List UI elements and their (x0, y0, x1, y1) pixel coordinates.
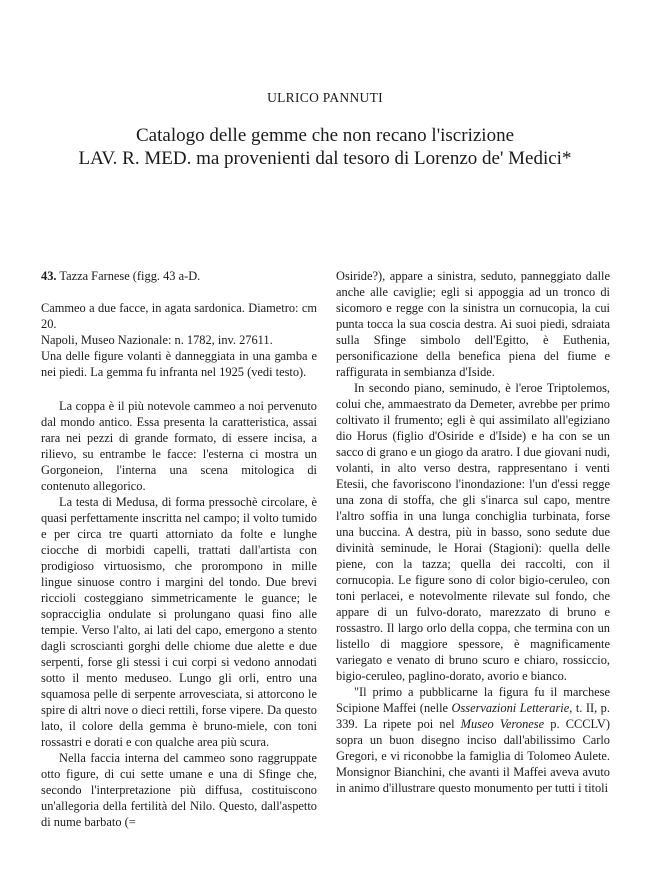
citation-text: "Il primo a pubblicarne la figura fu il marchese Scipione Maffei (nelle (336, 685, 610, 715)
citation-work-title: Osservazioni Letterarie (451, 701, 570, 715)
article-title (0, 124, 650, 170)
title-line-1: Catalogo delle gemme che non recano l'iscrizione (136, 125, 514, 146)
body-paragraph: Osiride?), appare a sinistra, seduto, panneggiato dalle anche alle caviglie; egli si appoggia ad un tronco di sicomoro e regge con la sinistra un cornucopia, la cui punta tocca la sua coscia destra. Ai suoi piedi, sdraiata sulla Sfinge simbolo dell'Egitto, è Euthenia, personificazione della benefica piena del fiume e raffigurata in sembianza d'Iside. (336, 269, 610, 379)
left-column (41, 268, 317, 830)
title-line-2: LAV. R. MED. ma provenienti dal tesoro di Lorenzo de' Medici* (78, 148, 572, 169)
entry-meta-location: Napoli, Museo Nazionale: n. 1782, inv. 27611. (41, 333, 273, 347)
citation-work-title: Museo Veronese (460, 717, 545, 731)
citation-text: p. CCCLV) sopra un buon disegno inciso dall'abilissimo Carlo Gregori, e vi riconobbe la famiglia di Tolomeo Aulete. Monsignor Bianchini, che avanti il Maffei aveva avuto in animo d'illustrare questo monumento per tutti i titoli (336, 717, 610, 795)
entry-number: 43. (41, 269, 57, 283)
author-name: ULRICO PANNUTI (267, 90, 383, 105)
entry-meta-material: Cammeo a due facce, in agata sardonica. Diametro: cm 20. (41, 301, 317, 331)
body-paragraph: In secondo piano, seminudo, è l'eroe Triptolemos, colui che, ammaestrato da Demeter, avrebbe per primo coltivato il frumento; egli è qui assimilato all'egiziano dio Horus (figlio d'Osiride e d'Iside) e ha con se un sacco di grano e un giogo da aratro. I due giovani nudi, volanti, in alto verso destra, rappresentano i venti Etesii, che favoriscono l'inondazione: l'un d'essi regge una zona di stoffa, che gli s'inarca sul capo, mentre l'altro soffia in una lunga conchiglia turbinata, forse una buccina. A destra, più in basso, sono sedute due divinità seminude, le Horai (Stagioni): quella delle piene, con la tazza; quella dei raccolti, con il cornucopia. Le figure sono di color bigio-ceruleo, con toni perlacei, e notevolmente rilevate sul fondo, che appare di un fulvo-dorato, marezzato di bruno e rossastro. Il largo orlo della coppa, che termina con un listello di maggiore spessore, è magnificamente variegato e venato di bruno scuro e chiaro, rossiccio, bigio-ceruleo, paglino-dorato, avorio e bianco. (336, 381, 610, 683)
entry-title: Tazza Farnese (figg. 43 a-D. (56, 269, 201, 283)
entry-heading (41, 268, 317, 284)
body-paragraph: La testa di Medusa, di forma pressochè circolare, è quasi perfettamente inscritta nel campo; il volto tumido e per circa tre quarti attorniato da folte e lunghe ciocche di morbidi capelli, trattati dall'artista con prodigioso virtuosismo, che prorompono in mille lingue sinuose contro i margini del tondo. Due brevi riccioli costeggiano simmetricamente le guance; le sopracciglia ondulate si prolungano quasi fino alle tempie. Verso l'alto, ai lati del capo, emergono a stento dagli scroscianti gorghi delle chiome due alette e due serpenti, forse gli stessi i cui corpi si vedono annodati sotto il mento meduseo. Lungo gli orli, entro una squamosa pelle di serpente arrovesciata, si attorcono le spire di altri nove o dieci rettili, forse vipere. Da questo lato, il colore della gemma è bruno-miele, con toni rossastri e dorati e con qualche area più scura. (41, 495, 317, 749)
entry-meta-condition: Una delle figure volanti è danneggiata in una gamba e nei piedi. La gemma fu infranta nel 1925 (vedi testo). (41, 349, 317, 379)
body-paragraph: La coppa è il più notevole cammeo a noi pervenuto dal mondo antico. Essa presenta la caratteristica, assai rara nei pezzi di grande formato, di essere incisa, a rilievo, su entrambe le facce: l'esterna ci mostra un Gorgoneion, l'interna una scena mitologica di contenuto allegorico. (41, 399, 317, 493)
citation-text: , t. II, p. 339. La ripete poi nel (336, 701, 610, 731)
right-column (336, 268, 610, 796)
body-paragraph-citation (336, 684, 610, 796)
body-paragraph: Nella faccia interna del cammeo sono raggruppate otto figure, di cui sette umane e una di Sfinge che, secondo l'interpretazione più diffusa, costituiscono un'allegoria della fertilità del Nilo. Questo, dall'aspetto di nume barbato (= (41, 751, 317, 829)
